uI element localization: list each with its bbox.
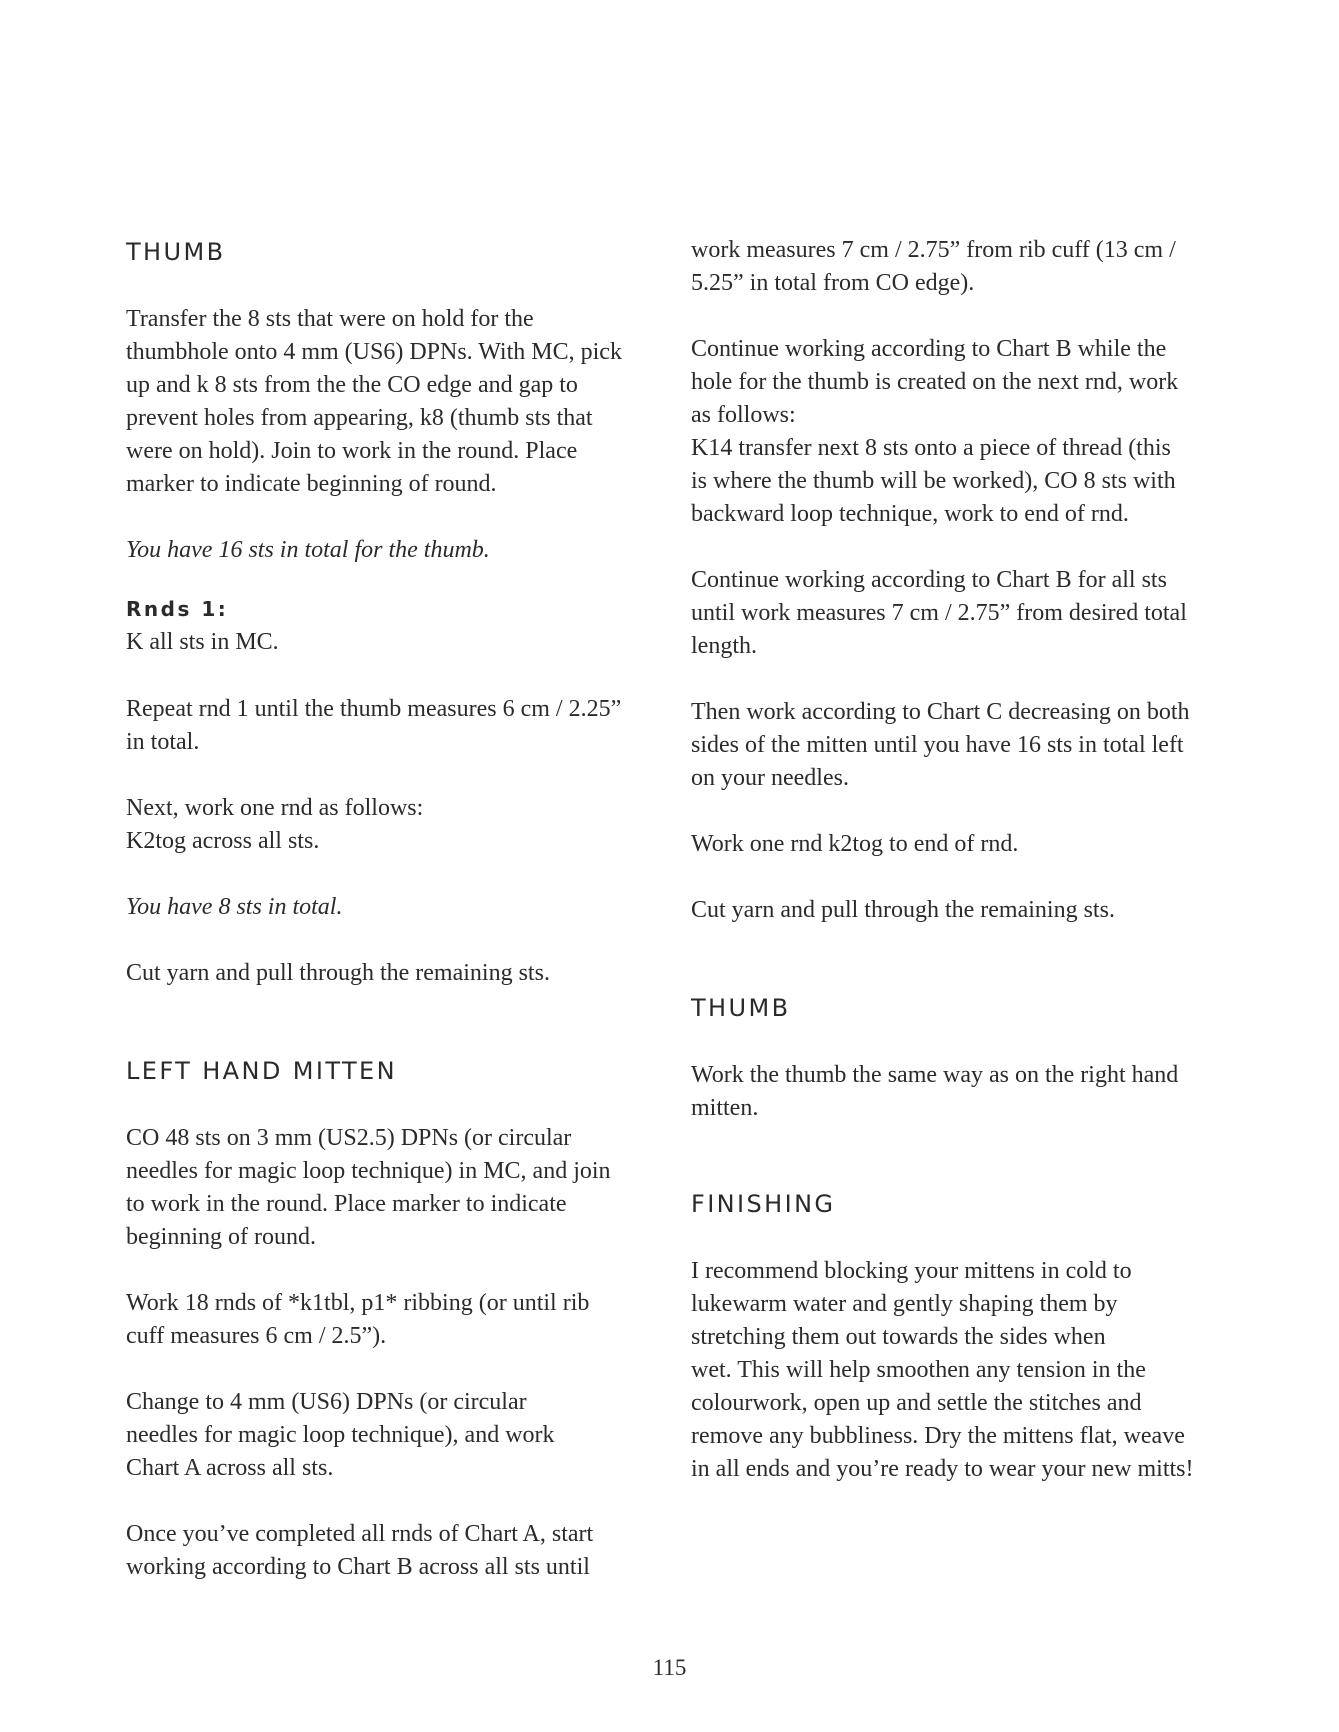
ribbing-instruction: Work 18 rnds of *k1tbl, p1* ribbing (or until rib cuff measures 6 cm / 2.5”). — [126, 1290, 590, 1349]
thumb-instructions: Transfer the 8 sts that were on hold for the thumbhole onto 4 mm (US6) DPNs. With MC, pick up and k 8 sts from the the CO edge and gap to prevent holes from appearing, k8 (thumb sts that were on hold). Join to work in the round. Place marker to indicate beginning of round. — [126, 306, 622, 497]
thumb-heading: THUMB — [126, 238, 226, 266]
chart-c-instruction: Then work according to Chart C decreasing on both sides of the mitten until you have 16 sts in total left on your needles. — [691, 699, 1190, 791]
thumb-stitch-count-note: You have 16 sts in total for the thumb. — [126, 537, 490, 563]
finishing-instructions: I recommend blocking your mittens in cold to lukewarm water and gently shaping them by stretching them out towards the sides when wet. This will help smoothen any tension in the colourwork, open up and settle the stitches and remove any bubbliness. Dry the mittens flat, weave in all ends and you’re ready to wear your new mitts! — [691, 1258, 1194, 1482]
finishing-heading: FINISHING — [691, 1190, 836, 1218]
chart-b-thumbhole-instruction: Continue working according to Chart B while the hole for the thumb is created on the next rnd, work as follows: K14 transfer next 8 sts onto a piece of thread (this is where the thumb will be worked), CO 8 sts with backward loop technique, work to end of rnd. — [691, 336, 1179, 527]
thumb-final-count-note: You have 8 sts in total. — [126, 894, 343, 920]
cast-on-instruction: CO 48 sts on 3 mm (US2.5) DPNs (or circular needles for magic loop technique) in MC, and join to work in the round. Place marker to indicate beginning of round. — [126, 1125, 611, 1250]
thumb-heading-right: THUMB — [691, 994, 791, 1022]
repeat-instruction: Repeat rnd 1 until the thumb measures 6 cm / 2.25” in total. — [126, 696, 622, 755]
continued-measurement: work measures 7 cm / 2.75” from rib cuff (13 cm / 5.25” in total from CO edge). — [691, 237, 1176, 296]
thumb-instruction-right: Work the thumb the same way as on the right hand mitten. — [691, 1062, 1179, 1121]
cut-yarn-instruction: Cut yarn and pull through the remaining sts. — [126, 960, 550, 986]
chart-b-all-sts-instruction: Continue working according to Chart B for all sts until work measures 7 cm / 2.75” from desired total length. — [691, 567, 1187, 659]
next-round-instruction: Next, work one rnd as follows: K2tog across all sts. — [126, 795, 424, 854]
rnds-label: Rnds 1: — [126, 597, 229, 621]
page-number: 115 — [652, 1655, 687, 1680]
rnds-instruction: K all sts in MC. — [126, 629, 279, 655]
change-needles-instruction: Change to 4 mm (US6) DPNs (or circular needles for magic loop technique), and work Chart A across all sts. — [126, 1389, 555, 1481]
chart-a-complete-instruction: Once you’ve completed all rnds of Chart A, start working according to Chart B across all sts until — [126, 1521, 594, 1580]
k2tog-instruction: Work one rnd k2tog to end of rnd. — [691, 831, 1019, 857]
left-hand-mitten-heading: LEFT HAND MITTEN — [126, 1057, 397, 1085]
cut-yarn-instruction-right: Cut yarn and pull through the remaining sts. — [691, 897, 1115, 923]
